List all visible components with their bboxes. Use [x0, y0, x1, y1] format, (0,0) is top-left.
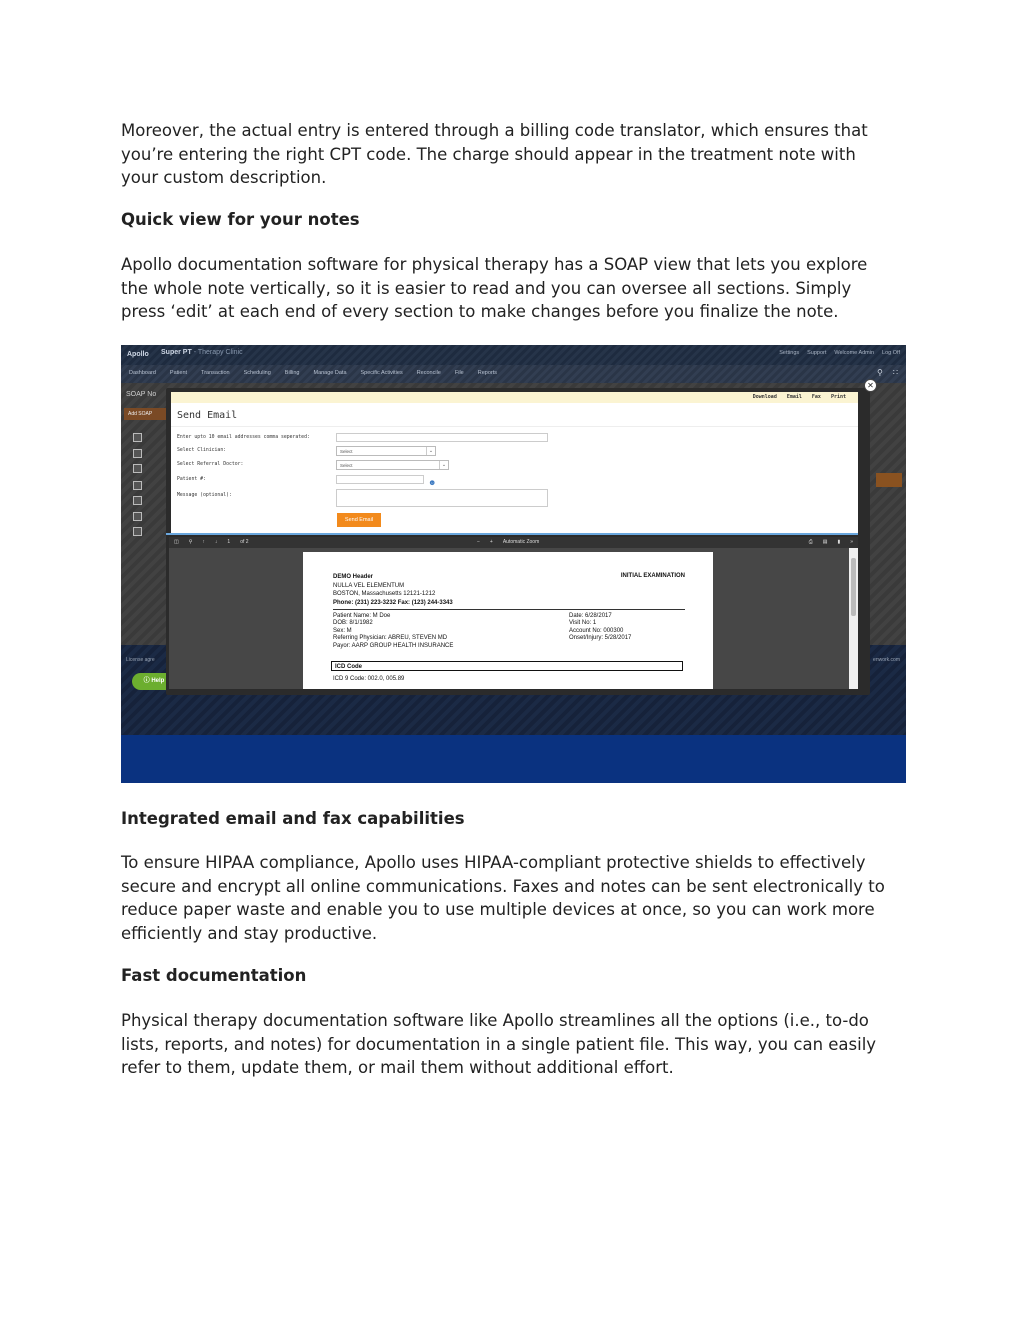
heading-quick-view: Quick view for your notes	[121, 210, 360, 229]
heading-fast-documentation: Fast documentation	[121, 966, 307, 985]
text-line: press ‘edit’ at each end of every section to make changes before you finalize the note.	[121, 302, 839, 321]
close-icon[interactable]: ✕	[864, 379, 877, 392]
page-count: of 2	[240, 539, 249, 545]
emails-input[interactable]	[336, 433, 548, 442]
pdf-phone: Phone: (231) 223-3232 Fax: (123) 244-3343	[333, 599, 453, 606]
fax-link[interactable]: Fax	[811, 394, 821, 400]
referral-label: Select Referral Doctor:	[177, 462, 244, 467]
message-label: Message (optional):	[177, 493, 232, 498]
text-line: your custom description.	[121, 168, 327, 187]
apollo-screenshot	[121, 345, 906, 783]
soap-notes-title: SOAP No	[126, 391, 157, 398]
menu-dashboard[interactable]: Dashboard	[129, 370, 156, 376]
paragraph-2	[121, 253, 911, 324]
visit-info	[569, 613, 631, 643]
document-actions	[171, 392, 858, 403]
menu-specific-activities[interactable]: Specific Activities	[360, 370, 403, 376]
brand-subtitle: - Therapy Clinic	[193, 349, 243, 356]
menu-reports[interactable]: Reports	[477, 370, 497, 376]
text-line: lists, reports, and notes) for documentation in a single patient file. This way, you can easily	[121, 1034, 877, 1054]
email-panel	[171, 392, 858, 533]
app-top-bar	[121, 345, 906, 365]
download-icon[interactable]: ▤	[822, 539, 828, 545]
add-soap-button[interactable]: Add SOAP	[124, 408, 170, 420]
patient-input[interactable]	[336, 475, 424, 484]
previous-page-icon[interactable]: ↑	[202, 539, 205, 545]
email-link[interactable]: Email	[786, 394, 802, 400]
help-label: Help	[151, 678, 165, 684]
page-number-input[interactable]: 1	[227, 539, 231, 545]
clinician-select-value: Select	[340, 449, 353, 454]
download-link[interactable]: Download	[752, 394, 777, 400]
text-line: Moreover, the actual entry is entered through a billing code translator, which ensures that	[121, 121, 868, 140]
exam-title: INITIAL EXAMINATION	[620, 573, 685, 579]
modal-title: Send Email	[177, 410, 238, 421]
clinician-label: Select Clinician:	[177, 448, 227, 453]
more-tools-icon[interactable]: »	[850, 539, 853, 545]
logoff-link[interactable]: Log Off	[882, 350, 900, 356]
send-email-modal	[166, 381, 874, 695]
menu-scheduling[interactable]: Scheduling	[243, 370, 271, 376]
visit-number: Visit No: 1	[569, 620, 597, 627]
top-links	[779, 350, 900, 356]
patient-name: Patient Name: M Doe	[333, 613, 391, 619]
text-line: you’re entering the right CPT code. The charge should appear in the treatment note with	[121, 144, 856, 164]
zoom-in-icon[interactable]: +	[489, 539, 493, 545]
pdf-viewer	[169, 548, 849, 689]
visit-date: Date: 6/28/2017	[569, 613, 612, 619]
patient-info	[333, 613, 453, 650]
pdf-header-line: NULLA VEL ELEMENTUM	[333, 582, 405, 589]
sidebar-toggle-icon[interactable]: ◫	[174, 539, 179, 545]
menu-manage-data[interactable]: Manage Data	[313, 370, 347, 376]
pdf-header-title: DEMO Header	[333, 574, 374, 580]
zoom-select[interactable]: Automatic Zoom	[502, 539, 540, 545]
help-button[interactable]: ⓘ Help	[132, 673, 176, 690]
settings-link[interactable]: Settings	[779, 350, 800, 356]
checkbox[interactable]	[133, 481, 142, 490]
next-page-icon[interactable]: ↓	[214, 539, 218, 545]
patient-dob: DOB: 8/1/1982	[333, 620, 373, 627]
text-line: To ensure HIPAA compliance, Apollo uses HIPAA-compliant protective shields to effectively	[121, 853, 866, 872]
icd9-codes: ICD 9 Code: 002.0, 005.89	[333, 676, 405, 682]
onset-injury: Onset/Injury: 5/28/2017	[569, 635, 632, 642]
send-email-button[interactable]: Send Email	[337, 513, 381, 527]
pdf-page	[303, 552, 713, 689]
text-line: reduce paper waste and enable you to use multiple devices at once, so you can work more	[121, 900, 875, 919]
orange-action-button[interactable]	[876, 473, 902, 487]
scrollbar-thumb[interactable]	[851, 558, 856, 616]
paragraph-3	[121, 851, 911, 945]
patient-label: Patient #:	[177, 477, 206, 482]
paragraph-4	[121, 1009, 911, 1080]
support-link[interactable]: Support	[807, 350, 827, 356]
welcome-user[interactable]: Welcome Admin	[834, 350, 875, 356]
grid-icon[interactable]: ∷	[892, 368, 898, 377]
print-link[interactable]: Print	[830, 394, 846, 400]
divider	[171, 426, 858, 427]
divider	[166, 533, 858, 535]
main-menu	[121, 365, 906, 383]
divider	[333, 609, 685, 610]
patient-sex: Sex: M	[333, 627, 352, 634]
heading-email-fax: Integrated email and fax capabilities	[121, 809, 465, 828]
menu-file[interactable]: File	[454, 370, 464, 376]
text-line: secure and encrypt all online communications. Faxes and notes can be sent electronically to	[121, 876, 885, 896]
paragraph-1	[121, 119, 911, 190]
pdf-scrollbar[interactable]	[849, 548, 858, 689]
referral-select-value: Select	[340, 463, 353, 468]
menu-reconcile[interactable]: Reconcile	[416, 370, 441, 376]
zoom-out-icon[interactable]: −	[477, 539, 480, 545]
text-line: Physical therapy documentation software like Apollo streamlines all the options (i.e., to-do	[121, 1011, 869, 1030]
clinician-select[interactable]	[336, 446, 436, 456]
pdf-toolbar	[169, 537, 858, 548]
footer-link[interactable]: enwork.com	[873, 657, 900, 663]
checkbox[interactable]	[133, 464, 142, 473]
menu-billing[interactable]: Billing	[284, 370, 300, 376]
account-number: Account No: 000300	[569, 627, 624, 634]
checkbox[interactable]	[133, 527, 142, 536]
pdf-header	[333, 573, 453, 607]
brand-title	[161, 349, 243, 356]
menu-transaction[interactable]: Transaction	[201, 370, 230, 376]
checkbox[interactable]	[133, 512, 142, 521]
message-textarea[interactable]	[336, 489, 548, 507]
search-icon[interactable]: ⚲	[877, 368, 883, 377]
text-line: refer to them, update them, or mail them without additional effort.	[121, 1058, 674, 1077]
text-line: the whole note vertically, so it is easier to read and you can oversee all sections. Simply	[121, 278, 852, 298]
text-line: Apollo documentation software for physical therapy has a SOAP view that lets you explore	[121, 255, 868, 274]
referring-physician: Referring Physician: ABREU, STEVEN MD	[333, 635, 448, 642]
referral-select[interactable]	[336, 460, 449, 470]
find-icon[interactable]: ⚲	[188, 539, 193, 545]
chevron-down-icon: ⌄	[426, 447, 435, 455]
chevron-down-icon: ⌄	[439, 461, 448, 469]
brand-name: Super PT	[161, 349, 192, 356]
text-line: efficiently and stay productive.	[121, 923, 378, 943]
print-icon[interactable]: ⎙	[808, 539, 813, 545]
bookmark-icon[interactable]: ▮	[837, 539, 841, 545]
checkbox[interactable]	[133, 433, 142, 442]
checkbox[interactable]	[133, 449, 142, 458]
pdf-header-line: BOSTON, Massachusetts 12121-1212	[333, 591, 436, 597]
apollo-logo: Apollo	[127, 351, 149, 358]
checkbox[interactable]	[133, 496, 142, 505]
patient-lookup-icon[interactable]: ☻	[428, 478, 437, 487]
license-text[interactable]: License agre	[126, 657, 155, 663]
icd-code-section: ICD Code	[331, 661, 683, 671]
menu-patient[interactable]: Patient	[169, 370, 188, 376]
payor: Payor: AARP GROUP HEALTH INSURANCE	[333, 642, 454, 649]
blue-band	[121, 735, 906, 783]
emails-label: Enter upto 10 email addresses comma seperated:	[177, 435, 310, 440]
